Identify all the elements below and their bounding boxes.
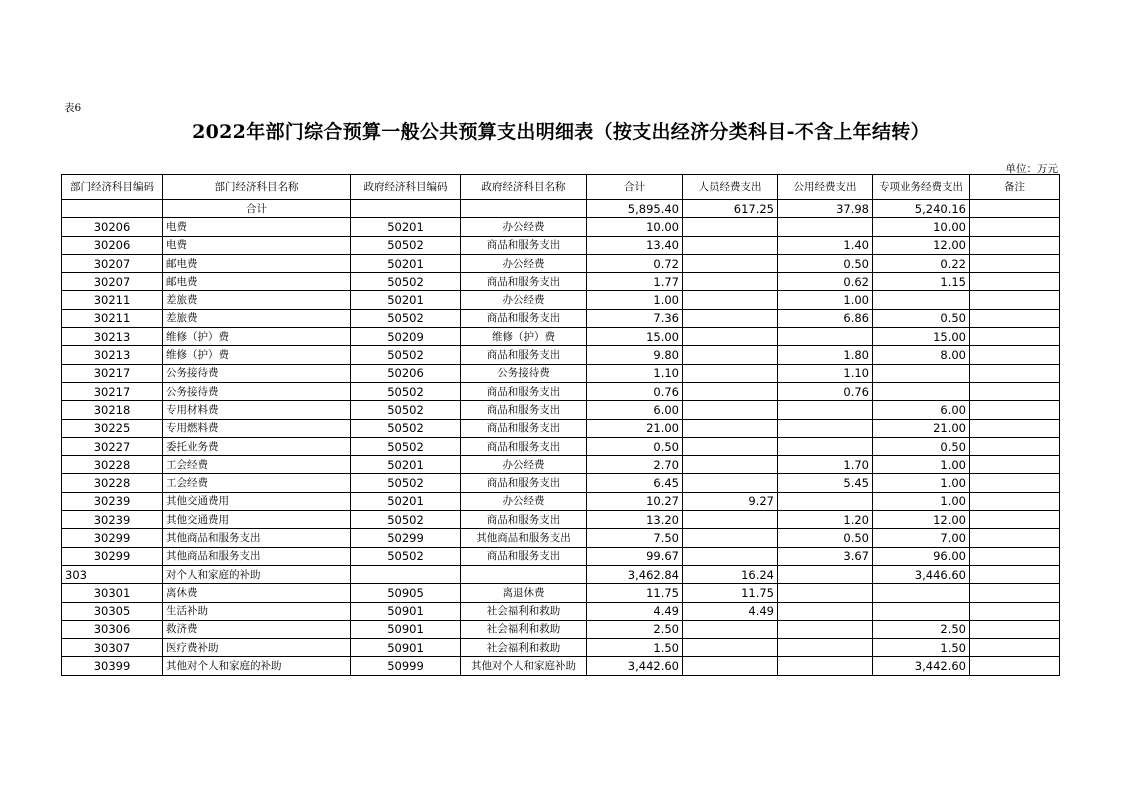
public-cell: [778, 401, 873, 419]
dept-code-cell: 30211: [62, 291, 163, 309]
gov-code-cell: 50502: [351, 437, 461, 455]
dept-code-cell: 30239: [62, 492, 163, 510]
personnel-cell: [683, 529, 778, 547]
dept-name-cell: 电费: [163, 236, 351, 254]
dept-code-cell: 30306: [62, 620, 163, 638]
dept-code-cell: 30217: [62, 364, 163, 382]
personnel-cell: 16.24: [683, 565, 778, 583]
personnel-cell: [683, 236, 778, 254]
total-cell: 99.67: [587, 547, 683, 565]
table-row: [62, 364, 1060, 382]
dept-name-cell: 其他商品和服务支出: [163, 547, 351, 565]
remark-cell: [970, 511, 1060, 529]
total-empty-cell: [351, 200, 461, 218]
special-cell: 2.50: [873, 620, 970, 638]
gov-code-cell: 50201: [351, 456, 461, 474]
table-row: [62, 236, 1060, 254]
gov-code-cell: 50502: [351, 511, 461, 529]
remark-cell: [970, 492, 1060, 510]
gov-code-cell: 50999: [351, 657, 461, 675]
special-cell: 1.50: [873, 639, 970, 657]
gov-code-cell: 50502: [351, 401, 461, 419]
personnel-cell: 9.27: [683, 492, 778, 510]
dept-name-cell: 其他交通费用: [163, 511, 351, 529]
total-cell: 2.50: [587, 620, 683, 638]
special-cell: 1.00: [873, 492, 970, 510]
total-cell: 1.00: [587, 291, 683, 309]
gov-name-cell: 商品和服务支出: [461, 437, 587, 455]
remark-cell: [970, 639, 1060, 657]
gov-code-cell: 50502: [351, 474, 461, 492]
gov-code-cell: 50502: [351, 547, 461, 565]
public-cell: [778, 657, 873, 675]
public-cell: [778, 218, 873, 236]
special-cell: 15.00: [873, 328, 970, 346]
special-cell: 0.50: [873, 437, 970, 455]
dept-code-cell: 30307: [62, 639, 163, 657]
gov-name-cell: 办公经费: [461, 254, 587, 272]
dept-code-cell: 30301: [62, 584, 163, 602]
table-row: [62, 657, 1060, 675]
special-cell: [873, 382, 970, 400]
public-cell: [778, 437, 873, 455]
dept-name-cell: 电费: [163, 218, 351, 236]
dept-name-cell: 生活补助: [163, 602, 351, 620]
public-cell: 0.50: [778, 254, 873, 272]
gov-code-cell: 50502: [351, 236, 461, 254]
dept-name-cell: 对个人和家庭的补助: [163, 565, 351, 583]
total-cell: 4.49: [587, 602, 683, 620]
personnel-cell: [683, 474, 778, 492]
gov-code-cell: 50201: [351, 218, 461, 236]
gov-code-cell: 50206: [351, 364, 461, 382]
remark-cell: [970, 584, 1060, 602]
dept-name-cell: 工会经费: [163, 456, 351, 474]
page-title: 2022年部门综合预算一般公共预算支出明细表（按支出经济分类科目-不含上年结转）: [192, 121, 930, 143]
dept-code-cell: 30207: [62, 273, 163, 291]
table-row: [62, 419, 1060, 437]
header-remark: 备注: [970, 175, 1060, 200]
gov-code-cell: 50209: [351, 328, 461, 346]
table-row: [62, 401, 1060, 419]
dept-name-cell: 差旅费: [163, 309, 351, 327]
public-cell: 1.20: [778, 511, 873, 529]
personnel-cell: [683, 291, 778, 309]
remark-cell: [970, 309, 1060, 327]
dept-name-cell: 其他对个人和家庭的补助: [163, 657, 351, 675]
gov-name-cell: 商品和服务支出: [461, 401, 587, 419]
total-cell: 0.76: [587, 382, 683, 400]
remark-cell: [970, 364, 1060, 382]
header-gov-name: 政府经济科目名称: [461, 175, 587, 200]
gov-name-cell: 商品和服务支出: [461, 511, 587, 529]
total-cell: 13.40: [587, 236, 683, 254]
total-cell: 11.75: [587, 584, 683, 602]
special-cell: 3,446.60: [873, 565, 970, 583]
personnel-cell: [683, 218, 778, 236]
table-row: [62, 456, 1060, 474]
remark-cell: [970, 291, 1060, 309]
public-cell: [778, 620, 873, 638]
remark-cell: [970, 547, 1060, 565]
dept-code-cell: 30211: [62, 309, 163, 327]
gov-name-cell: [461, 565, 587, 583]
dept-name-cell: 工会经费: [163, 474, 351, 492]
remark-cell: [970, 419, 1060, 437]
table-row: [62, 602, 1060, 620]
gov-name-cell: 商品和服务支出: [461, 273, 587, 291]
dept-code-cell: 30228: [62, 456, 163, 474]
total-cell: 3,462.84: [587, 565, 683, 583]
table-header-row: [62, 175, 1060, 200]
remark-cell: [970, 456, 1060, 474]
remark-cell: [970, 401, 1060, 419]
dept-code-cell: 30206: [62, 236, 163, 254]
special-cell: 3,442.60: [873, 657, 970, 675]
total-cell: 1.77: [587, 273, 683, 291]
special-cell: [873, 584, 970, 602]
total-cell: 7.50: [587, 529, 683, 547]
dept-code-cell: 30299: [62, 529, 163, 547]
remark-cell: [970, 474, 1060, 492]
public-cell: 1.00: [778, 291, 873, 309]
gov-code-cell: 50502: [351, 382, 461, 400]
special-cell: [873, 602, 970, 620]
special-cell: 12.00: [873, 236, 970, 254]
gov-name-cell: 商品和服务支出: [461, 346, 587, 364]
personnel-cell: 11.75: [683, 584, 778, 602]
special-cell: 12.00: [873, 511, 970, 529]
remark-cell: [970, 437, 1060, 455]
gov-code-cell: 50502: [351, 309, 461, 327]
table-row: [62, 474, 1060, 492]
header-total: 合计: [587, 175, 683, 200]
dept-code-cell: 303: [62, 565, 163, 583]
total-cell: 0.50: [587, 437, 683, 455]
gov-name-cell: 商品和服务支出: [461, 309, 587, 327]
total-cell: 2.70: [587, 456, 683, 474]
header-dept-name: 部门经济科目名称: [163, 175, 351, 200]
personnel-cell: [683, 456, 778, 474]
table-row: [62, 346, 1060, 364]
gov-name-cell: 社会福利和救助: [461, 620, 587, 638]
dept-code-cell: 30207: [62, 254, 163, 272]
table-row: [62, 584, 1060, 602]
dept-code-cell: 30206: [62, 218, 163, 236]
gov-code-cell: 50901: [351, 620, 461, 638]
total-empty-cell: [62, 200, 163, 218]
header-dept-code: 部门经济科目编码: [62, 175, 163, 200]
table-row: [62, 328, 1060, 346]
unit-label: 单位：万元: [1005, 163, 1058, 175]
personnel-cell: [683, 620, 778, 638]
table-row: [62, 547, 1060, 565]
table-row: [62, 639, 1060, 657]
total-cell: 3,442.60: [587, 657, 683, 675]
remark-cell: [970, 273, 1060, 291]
public-cell: [778, 565, 873, 583]
total-cell: 6.00: [587, 401, 683, 419]
table-row: [62, 218, 1060, 236]
table-row: [62, 620, 1060, 638]
dept-code-cell: 30218: [62, 401, 163, 419]
total-personnel: 617.25: [683, 200, 778, 218]
dept-name-cell: 维修（护）费: [163, 328, 351, 346]
gov-code-cell: 50502: [351, 346, 461, 364]
public-cell: 0.76: [778, 382, 873, 400]
remark-cell: [970, 328, 1060, 346]
table-row: [62, 309, 1060, 327]
header-public: 公用经费支出: [778, 175, 873, 200]
dept-code-cell: 30399: [62, 657, 163, 675]
remark-cell: [970, 565, 1060, 583]
gov-name-cell: 公务接待费: [461, 364, 587, 382]
header-personnel: 人员经费支出: [683, 175, 778, 200]
personnel-cell: [683, 364, 778, 382]
special-cell: [873, 291, 970, 309]
dept-name-cell: 离休费: [163, 584, 351, 602]
dept-name-cell: 公务接待费: [163, 382, 351, 400]
special-cell: 0.50: [873, 309, 970, 327]
gov-name-cell: 离退休费: [461, 584, 587, 602]
personnel-cell: 4.49: [683, 602, 778, 620]
table-row: [62, 511, 1060, 529]
dept-code-cell: 30299: [62, 547, 163, 565]
gov-name-cell: 商品和服务支出: [461, 236, 587, 254]
table-row: [62, 529, 1060, 547]
public-cell: 0.50: [778, 529, 873, 547]
personnel-cell: [683, 273, 778, 291]
public-cell: [778, 584, 873, 602]
special-cell: 1.00: [873, 474, 970, 492]
personnel-cell: [683, 346, 778, 364]
remark-cell: [970, 602, 1060, 620]
remark-cell: [970, 346, 1060, 364]
personnel-cell: [683, 382, 778, 400]
total-special: 5,240.16: [873, 200, 970, 218]
public-cell: 1.40: [778, 236, 873, 254]
personnel-cell: [683, 437, 778, 455]
dept-name-cell: 救济费: [163, 620, 351, 638]
special-cell: 0.22: [873, 254, 970, 272]
special-cell: [873, 364, 970, 382]
gov-name-cell: 办公经费: [461, 218, 587, 236]
total-cell: 1.50: [587, 639, 683, 657]
total-cell: 7.36: [587, 309, 683, 327]
gov-code-cell: 50201: [351, 492, 461, 510]
dept-code-cell: 30228: [62, 474, 163, 492]
dept-name-cell: 专用燃料费: [163, 419, 351, 437]
personnel-cell: [683, 511, 778, 529]
gov-code-cell: 50201: [351, 291, 461, 309]
gov-name-cell: 商品和服务支出: [461, 474, 587, 492]
table-row: [62, 437, 1060, 455]
dept-name-cell: 专用材料费: [163, 401, 351, 419]
public-cell: 1.80: [778, 346, 873, 364]
table-row: [62, 273, 1060, 291]
total-cell: 1.10: [587, 364, 683, 382]
dept-name-cell: 邮电费: [163, 254, 351, 272]
dept-code-cell: 30225: [62, 419, 163, 437]
total-empty-cell: [461, 200, 587, 218]
dept-name-cell: 医疗费补助: [163, 639, 351, 657]
personnel-cell: [683, 639, 778, 657]
total-cell: 6.45: [587, 474, 683, 492]
personnel-cell: [683, 309, 778, 327]
table-group-row: [62, 565, 1060, 583]
remark-cell: [970, 218, 1060, 236]
total-cell: 21.00: [587, 419, 683, 437]
gov-name-cell: 办公经费: [461, 291, 587, 309]
gov-name-cell: 商品和服务支出: [461, 419, 587, 437]
special-cell: 6.00: [873, 401, 970, 419]
gov-name-cell: 办公经费: [461, 456, 587, 474]
gov-code-cell: 50201: [351, 254, 461, 272]
total-label: 合计: [163, 200, 351, 218]
budget-detail-table: [61, 174, 1060, 676]
dept-name-cell: 差旅费: [163, 291, 351, 309]
gov-name-cell: 其他商品和服务支出: [461, 529, 587, 547]
gov-name-cell: 其他对个人和家庭补助: [461, 657, 587, 675]
public-cell: [778, 639, 873, 657]
dept-name-cell: 公务接待费: [163, 364, 351, 382]
gov-name-cell: 社会福利和救助: [461, 602, 587, 620]
dept-code-cell: 30305: [62, 602, 163, 620]
gov-code-cell: [351, 565, 461, 583]
header-gov-code: 政府经济科目编码: [351, 175, 461, 200]
special-cell: 1.00: [873, 456, 970, 474]
dept-name-cell: 其他交通费用: [163, 492, 351, 510]
remark-cell: [970, 236, 1060, 254]
dept-name-cell: 邮电费: [163, 273, 351, 291]
dept-code-cell: 30213: [62, 346, 163, 364]
header-special: 专项业务经费支出: [873, 175, 970, 200]
dept-code-cell: 30217: [62, 382, 163, 400]
total-cell: 9.80: [587, 346, 683, 364]
table-number-label: 表6: [64, 102, 82, 114]
dept-name-cell: 委托业务费: [163, 437, 351, 455]
personnel-cell: [683, 657, 778, 675]
gov-code-cell: 50901: [351, 639, 461, 657]
public-cell: [778, 419, 873, 437]
total-row: [62, 200, 1060, 218]
total-cell: 0.72: [587, 254, 683, 272]
public-cell: 6.86: [778, 309, 873, 327]
special-cell: 1.15: [873, 273, 970, 291]
remark-cell: [970, 657, 1060, 675]
dept-code-cell: 30239: [62, 511, 163, 529]
total-public: 37.98: [778, 200, 873, 218]
table-row: [62, 291, 1060, 309]
dept-code-cell: 30213: [62, 328, 163, 346]
special-cell: 7.00: [873, 529, 970, 547]
gov-name-cell: 商品和服务支出: [461, 547, 587, 565]
personnel-cell: [683, 419, 778, 437]
total-sum: 5,895.40: [587, 200, 683, 218]
gov-code-cell: 50502: [351, 273, 461, 291]
gov-name-cell: 商品和服务支出: [461, 382, 587, 400]
personnel-cell: [683, 328, 778, 346]
remark-cell: [970, 382, 1060, 400]
gov-code-cell: 50502: [351, 419, 461, 437]
gov-code-cell: 50299: [351, 529, 461, 547]
dept-name-cell: 维修（护）费: [163, 346, 351, 364]
gov-name-cell: 办公经费: [461, 492, 587, 510]
special-cell: 10.00: [873, 218, 970, 236]
table-row: [62, 254, 1060, 272]
total-cell: 15.00: [587, 328, 683, 346]
special-cell: 96.00: [873, 547, 970, 565]
public-cell: [778, 602, 873, 620]
gov-code-cell: 50905: [351, 584, 461, 602]
special-cell: 21.00: [873, 419, 970, 437]
remark-cell: [970, 254, 1060, 272]
total-cell: 13.20: [587, 511, 683, 529]
public-cell: 3.67: [778, 547, 873, 565]
table-row: [62, 382, 1060, 400]
remark-cell: [970, 620, 1060, 638]
special-cell: 8.00: [873, 346, 970, 364]
gov-code-cell: 50901: [351, 602, 461, 620]
public-cell: 5.45: [778, 474, 873, 492]
total-remark: [970, 200, 1060, 218]
gov-name-cell: 社会福利和救助: [461, 639, 587, 657]
public-cell: 1.10: [778, 364, 873, 382]
personnel-cell: [683, 401, 778, 419]
dept-code-cell: 30227: [62, 437, 163, 455]
personnel-cell: [683, 254, 778, 272]
public-cell: [778, 328, 873, 346]
personnel-cell: [683, 547, 778, 565]
public-cell: [778, 492, 873, 510]
public-cell: 1.70: [778, 456, 873, 474]
table-row: [62, 492, 1060, 510]
remark-cell: [970, 529, 1060, 547]
total-cell: 10.27: [587, 492, 683, 510]
public-cell: 0.62: [778, 273, 873, 291]
total-cell: 10.00: [587, 218, 683, 236]
dept-name-cell: 其他商品和服务支出: [163, 529, 351, 547]
gov-name-cell: 维修（护）费: [461, 328, 587, 346]
